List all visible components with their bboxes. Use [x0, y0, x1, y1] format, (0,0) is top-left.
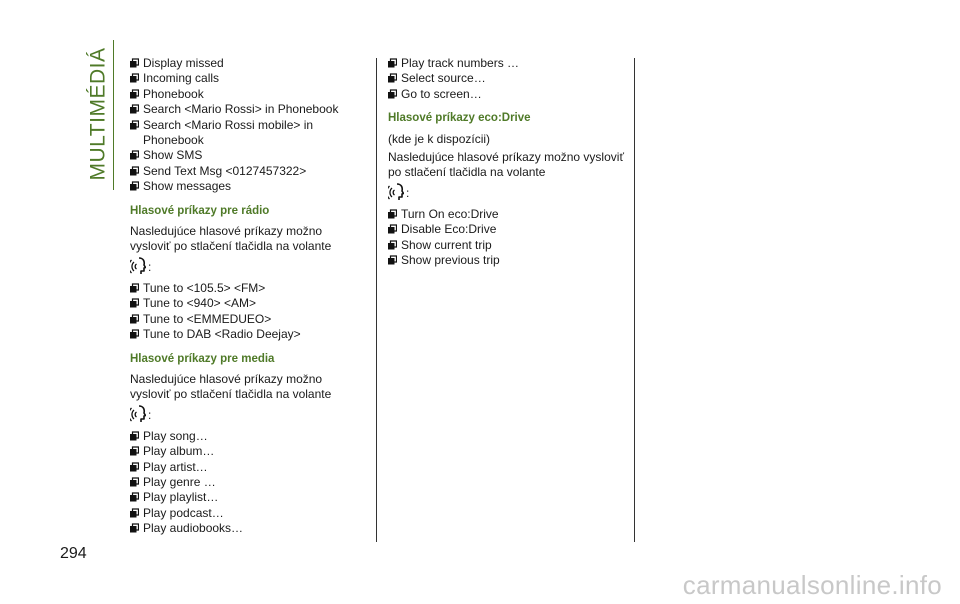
voice-command-icon — [130, 256, 146, 280]
list-item: Search <Mario Rossi mobile> in Phonebook — [130, 118, 365, 149]
bullet-icon — [130, 150, 139, 160]
list-item: Phonebook — [130, 87, 365, 102]
bullet-icon — [388, 73, 397, 83]
bullet-icon — [130, 89, 139, 99]
section-header — [78, 34, 118, 194]
ecodrive-section-title: Hlasové príkazy eco:Drive — [388, 112, 531, 125]
voice-command-icon — [130, 404, 146, 428]
radio-section-title: Hlasové príkazy pre rádio — [130, 204, 270, 217]
bullet-icon — [130, 166, 139, 176]
list-item: Play artist… — [130, 460, 365, 475]
bullet-icon — [130, 104, 139, 114]
bullet-icon — [130, 477, 139, 487]
list-item: Tune to <105.5> <FM> — [130, 281, 365, 296]
section-header-rule — [113, 40, 114, 190]
list-item: Tune to DAB <Radio Deejay> — [130, 327, 365, 342]
list-item: Show current trip — [388, 238, 628, 253]
media-description: Nasledujúce hlasové príkazy možno vysloviť po stlačení tlačidla na volante — [130, 371, 332, 402]
list-item: Play album… — [130, 444, 365, 459]
column-2 — [388, 56, 628, 268]
list-item: Play podcast… — [130, 506, 365, 521]
bullet-icon — [130, 73, 139, 83]
list-item: Play song… — [130, 429, 365, 444]
bullet-icon — [388, 89, 397, 99]
column-divider-2 — [634, 58, 635, 542]
media-command-list — [130, 429, 365, 537]
list-item: Search <Mario Rossi> in Phonebook — [130, 102, 365, 117]
radio-description: Nasledujúce hlasové príkazy možno vysloviť po stlačení tlačidla na volante — [130, 224, 332, 254]
list-item: Show SMS — [130, 148, 365, 163]
radio-command-list — [130, 281, 365, 343]
ecodrive-command-list — [388, 207, 628, 269]
bullet-icon — [130, 523, 139, 533]
bullet-icon — [130, 283, 139, 293]
bullet-icon — [388, 255, 397, 265]
list-item: Show previous trip — [388, 253, 628, 268]
list-item: Send Text Msg <0127457322> — [130, 164, 365, 179]
bullet-icon — [130, 120, 139, 130]
media-command-list-continued — [388, 56, 628, 102]
voice-command-line: : — [130, 406, 365, 426]
bullet-icon — [130, 462, 139, 472]
list-item: Show messages — [130, 179, 365, 194]
bullet-icon — [130, 492, 139, 502]
column-1 — [130, 56, 365, 537]
ecodrive-availability: (kde je k dispozícii) — [388, 131, 491, 146]
voice-command-line: : — [130, 258, 365, 278]
bullet-icon — [130, 58, 139, 68]
list-item: Turn On eco:Drive — [388, 207, 628, 222]
list-item: Play playlist… — [130, 490, 365, 505]
bullet-icon — [130, 329, 139, 339]
phone-command-list — [130, 56, 365, 195]
page-number: 294 — [60, 545, 87, 562]
ecodrive-description: Nasledujúce hlasové príkazy možno vysloviť po stlačení tlačidla na volante — [388, 150, 624, 180]
list-item: Go to screen… — [388, 87, 628, 102]
list-item: Incoming calls — [130, 71, 365, 86]
section-header-text: MULTIMÉDIÁ — [86, 47, 110, 181]
bullet-icon — [388, 58, 397, 68]
watermark: carmanualsonline.info — [682, 570, 942, 600]
bullet-icon — [388, 240, 397, 250]
list-item: Disable Eco:Drive — [388, 222, 628, 237]
bullet-icon — [130, 431, 139, 441]
list-item: Play genre … — [130, 475, 365, 490]
bullet-icon — [130, 446, 139, 456]
bullet-icon — [130, 314, 139, 324]
voice-command-line: : — [388, 184, 628, 204]
bullet-icon — [130, 298, 139, 308]
bullet-icon — [388, 209, 397, 219]
column-divider-1 — [376, 58, 377, 542]
voice-command-icon — [388, 182, 404, 206]
list-item: Tune to <EMMEDUEO> — [130, 312, 365, 327]
list-item: Select source… — [388, 71, 628, 86]
list-item: Play track numbers … — [388, 56, 628, 71]
media-section-title: Hlasové príkazy pre media — [130, 352, 275, 365]
bullet-icon — [130, 181, 139, 191]
list-item: Display missed — [130, 56, 365, 71]
list-item: Tune to <940> <AM> — [130, 296, 365, 311]
list-item: Play audiobooks… — [130, 521, 365, 536]
bullet-icon — [130, 508, 139, 518]
bullet-icon — [388, 224, 397, 234]
